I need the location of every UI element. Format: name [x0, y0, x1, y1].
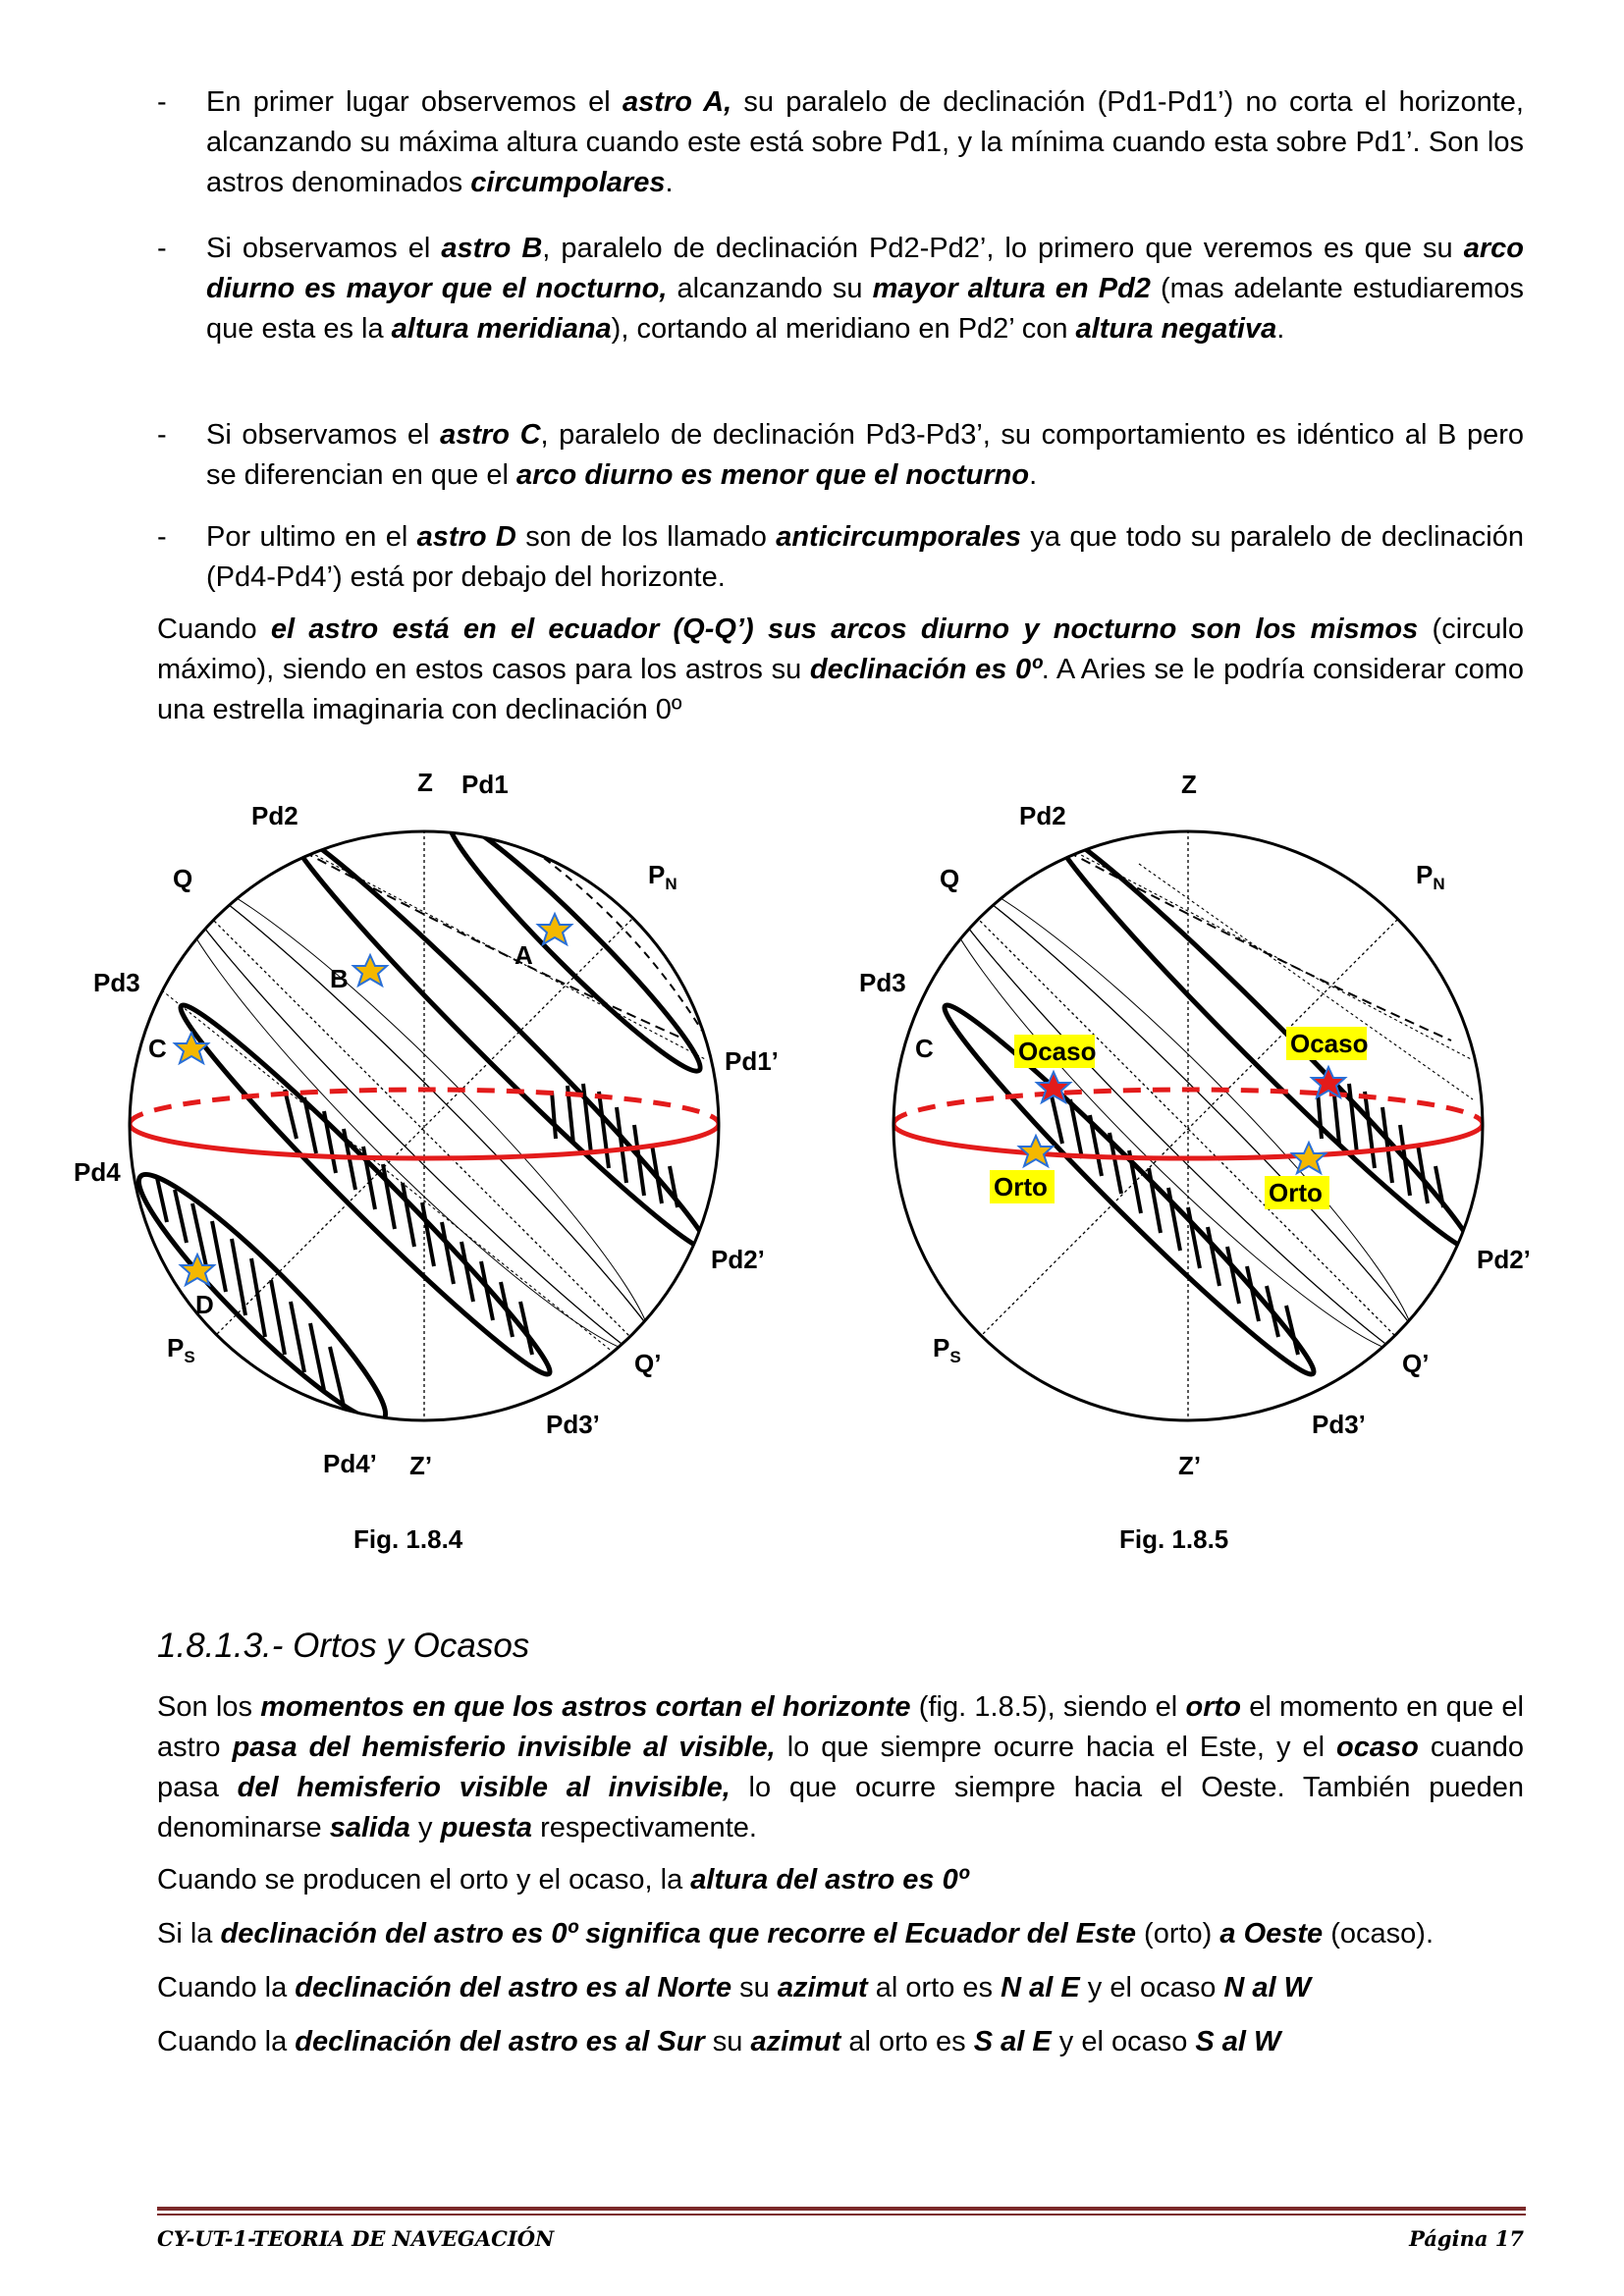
- label-pd4: Pd4: [74, 1157, 121, 1187]
- bullet-dash: -: [157, 419, 167, 451]
- parallel-pd3-ellipse: [166, 990, 565, 1389]
- body-text: Si la: [157, 1918, 221, 1949]
- label-pd2: Pd2: [1019, 801, 1066, 830]
- body-text: ), cortando al meridiano en Pd2’ con: [611, 313, 1076, 345]
- emphasis-text: anticircumporales: [776, 521, 1022, 553]
- figure-caption-1-8-4: Fig. 1.8.4: [353, 1524, 463, 1554]
- emphasis-text: momentos en que los astros cortan el horizonte: [260, 1691, 911, 1723]
- emphasis-text: arco diurno es menor que el nocturno: [516, 459, 1030, 491]
- body-text: su: [704, 2026, 751, 2057]
- label-pd2-prime: Pd2’: [711, 1245, 765, 1274]
- sphere-interior: [120, 766, 723, 1492]
- emphasis-text: a Oeste: [1219, 1918, 1324, 1949]
- body-text: (mas adelante estudiaremos que esta es la: [206, 273, 1524, 345]
- emphasis-text: S al W: [1195, 2026, 1281, 2057]
- label-d: D: [195, 1290, 214, 1319]
- footer-rule-thin: [157, 2214, 1526, 2216]
- section-heading: 1.8.1.3.- Ortos y Ocasos: [157, 1627, 530, 1665]
- body-text: el momento en que el astro: [157, 1691, 1524, 1763]
- label-z-prime: Z’: [1178, 1451, 1202, 1480]
- emphasis-text: del hemisferio visible al invisible,: [237, 1772, 731, 1803]
- bullet-text: [206, 517, 1524, 598]
- emphasis-text: N al W: [1223, 1972, 1312, 2003]
- emphasis-text: declinación del astro es al Norte: [295, 1972, 732, 2003]
- body-text: ya que todo su paralelo de declinación (Pd4-Pd4’) está por debajo del horizonte.: [206, 521, 1524, 593]
- label-z: Z: [1181, 770, 1197, 799]
- label-q: Q: [173, 864, 193, 893]
- body-text: Son los: [157, 1691, 261, 1723]
- figure-caption-1-8-5: Fig. 1.8.5: [1119, 1524, 1229, 1554]
- emphasis-text: arco diurno es mayor que el nocturno,: [206, 233, 1524, 304]
- emphasis-text: altura del astro es 0º: [690, 1864, 969, 1896]
- body-text: alcanzando su: [667, 273, 873, 304]
- emphasis-text: azimut: [750, 2026, 841, 2057]
- emphasis-text: azimut: [777, 1972, 868, 2003]
- figure-1-8-4: [0, 756, 805, 1502]
- label-pd1-prime: Pd1’: [725, 1046, 779, 1076]
- star-a-icon: [538, 914, 571, 944]
- label-a: A: [514, 940, 533, 970]
- dotted-parallel: [1139, 864, 1473, 1099]
- horizon-back: [130, 1090, 719, 1124]
- label-pd2: Pd2: [251, 801, 298, 830]
- label-pd3: Pd3: [859, 968, 906, 997]
- emphasis-text: pasa del hemisferio invisible al visible,: [232, 1732, 776, 1763]
- bullet-astro-b: [157, 229, 1524, 349]
- bullet-text: [206, 229, 1524, 349]
- emphasis-text: astro D: [416, 521, 516, 553]
- body-text: su paralelo de declinación (Pd1-Pd1’) no corta el horizonte, alcanzando su máxima altura cuando este está sobre Pd1, y la mínima cuando esta sobre Pd1’. Son los astros denominados: [206, 86, 1524, 198]
- emphasis-text: orto: [1185, 1691, 1241, 1723]
- parallel-pd1-back: [511, 834, 702, 1031]
- star-orto-right-icon: [1292, 1143, 1326, 1173]
- emphasis-text: S al E: [973, 2026, 1052, 2057]
- body-text: (fig. 1.8.5), siendo el: [910, 1691, 1186, 1723]
- paragraph-ecuador: [157, 610, 1524, 730]
- emphasis-text: circumpolares: [470, 167, 666, 198]
- label-pd4-prime: Pd4’: [323, 1449, 377, 1478]
- body-text: son de los llamado: [515, 521, 777, 553]
- body-text: Cuando: [157, 614, 271, 645]
- label-ocaso-left: Ocaso: [1018, 1037, 1097, 1066]
- body-text: al orto es: [840, 2026, 974, 2057]
- footer-rule: [157, 2207, 1526, 2211]
- label-c: C: [915, 1034, 934, 1063]
- body-text: Cuando la: [157, 1972, 296, 2003]
- star-b-icon: [353, 955, 387, 986]
- emphasis-text: altura meridiana: [391, 313, 612, 345]
- label-q: Q: [940, 864, 960, 893]
- body-text: y el ocaso: [1051, 2026, 1196, 2057]
- label-pd3-prime: Pd3’: [546, 1410, 600, 1439]
- horizon-front: [130, 1124, 719, 1158]
- emphasis-text: astro C: [440, 419, 541, 451]
- line-norte: [157, 1968, 1524, 2008]
- body-text: y el ocaso: [1079, 1972, 1224, 2003]
- emphasis-text: declinación del astro es 0º significa que recorre el Ecuador del Este: [220, 1918, 1136, 1949]
- bullet-astro-a: [157, 82, 1524, 203]
- body-text: , paralelo de declinación Pd3-Pd3’, su comportamiento es idéntico al B pero se diferencian en que el: [206, 419, 1524, 491]
- body-text: Si observamos el: [206, 419, 441, 451]
- label-ps: $P_S$: [167, 1333, 195, 1366]
- emphasis-text: N al E: [1001, 1972, 1080, 2003]
- parallel-pd1-ellipse: [434, 805, 715, 1086]
- horizon-back: [893, 1090, 1483, 1124]
- footer-course: CY-UT-1-TEORIA DE NAVEGACIÓN: [157, 2226, 555, 2251]
- bullet-text: [206, 82, 1524, 203]
- body-text: respectivamente.: [532, 1812, 757, 1843]
- label-pd3: Pd3: [93, 968, 140, 997]
- bullet-dash: -: [157, 521, 167, 553]
- bullet-astro-c: [157, 415, 1524, 496]
- body-text: su: [731, 1972, 778, 2003]
- line-altura: [157, 1860, 1524, 1900]
- label-pd3-prime: Pd3’: [1312, 1410, 1366, 1439]
- footer-page-number: Página 17: [1409, 2226, 1524, 2251]
- star-orto-left-icon: [1019, 1136, 1053, 1166]
- body-text: .: [1276, 313, 1285, 345]
- label-pd2-prime: Pd2’: [1477, 1245, 1531, 1274]
- emphasis-text: el astro está en el ecuador (Q-Q’) sus arcos diurno y nocturno son los mismos: [270, 614, 1419, 645]
- label-q-prime: Q’: [1402, 1349, 1430, 1378]
- label-z: Z: [417, 768, 433, 797]
- label-z-prime: Z’: [409, 1451, 433, 1480]
- label-ps: $P_S$: [933, 1333, 961, 1366]
- emphasis-text: declinación del astro es al Sur: [295, 2026, 705, 2057]
- label-c: C: [148, 1034, 167, 1063]
- star-c-icon: [175, 1033, 208, 1063]
- body-text: .: [1029, 459, 1038, 491]
- body-text: (ocaso).: [1323, 1918, 1435, 1949]
- emphasis-text: astro B: [441, 233, 543, 264]
- emphasis-text: salida: [329, 1812, 410, 1843]
- body-text: .: [665, 167, 674, 198]
- bullet-text: [206, 415, 1524, 496]
- body-text: lo que siempre ocurre hacia el Este, y el: [775, 1732, 1337, 1763]
- body-text: En primer lugar observemos el: [206, 86, 623, 118]
- hatch-pd4: [157, 1178, 344, 1406]
- line-ecuador: [157, 1914, 1524, 1954]
- label-orto-right: Orto: [1269, 1178, 1323, 1207]
- emphasis-text: declinación es 0º: [809, 654, 1042, 685]
- bullet-dash: -: [157, 86, 167, 118]
- bullet-astro-d: [157, 517, 1524, 598]
- label-b: B: [330, 964, 349, 993]
- body-text: Cuando se producen el orto y el ocaso, la: [157, 1864, 691, 1896]
- body-text: Si observamos el: [206, 233, 442, 264]
- paragraph-ortos: [157, 1687, 1524, 1848]
- body-text: y: [409, 1812, 441, 1843]
- emphasis-text: mayor altura en Pd2: [872, 273, 1151, 304]
- body-text: Cuando la: [157, 2026, 296, 2057]
- equator-ellipse: [915, 851, 1457, 1393]
- body-text: al orto es: [867, 1972, 1001, 2003]
- figure-1-8-5: [805, 756, 1624, 1502]
- label-pn: $P_N$: [648, 860, 677, 893]
- label-pn: $P_N$: [1416, 860, 1445, 893]
- hatch-pd3: [1051, 1092, 1298, 1355]
- body-text: , paralelo de declinación Pd2-Pd2’, lo primero que veremos es que su: [542, 233, 1464, 264]
- emphasis-text: astro A,: [623, 86, 732, 118]
- label-pd1: Pd1: [461, 770, 509, 799]
- body-text: cuando pasa: [157, 1732, 1525, 1803]
- label-q-prime: Q’: [634, 1349, 662, 1378]
- sphere-interior: [893, 766, 1487, 1492]
- emphasis-text: ocaso: [1336, 1732, 1419, 1763]
- body-text: . A Aries se le podría considerar como una estrella imaginaria con declinación 0º: [157, 654, 1524, 725]
- bullet-dash: -: [157, 233, 167, 264]
- body-text: (orto): [1135, 1918, 1220, 1949]
- line-sur: [157, 2022, 1524, 2062]
- emphasis-text: puesta: [440, 1812, 533, 1843]
- label-ocaso-right: Ocaso: [1290, 1029, 1369, 1058]
- body-text: Por ultimo en el: [206, 521, 417, 553]
- body-text: (circulo máximo), siendo en estos casos para los astros su: [157, 614, 1524, 685]
- body-text: lo que ocurre siempre hacia el Oeste. También pueden denominarse: [157, 1772, 1524, 1843]
- label-orto-left: Orto: [994, 1172, 1048, 1201]
- emphasis-text: altura negativa: [1075, 313, 1277, 345]
